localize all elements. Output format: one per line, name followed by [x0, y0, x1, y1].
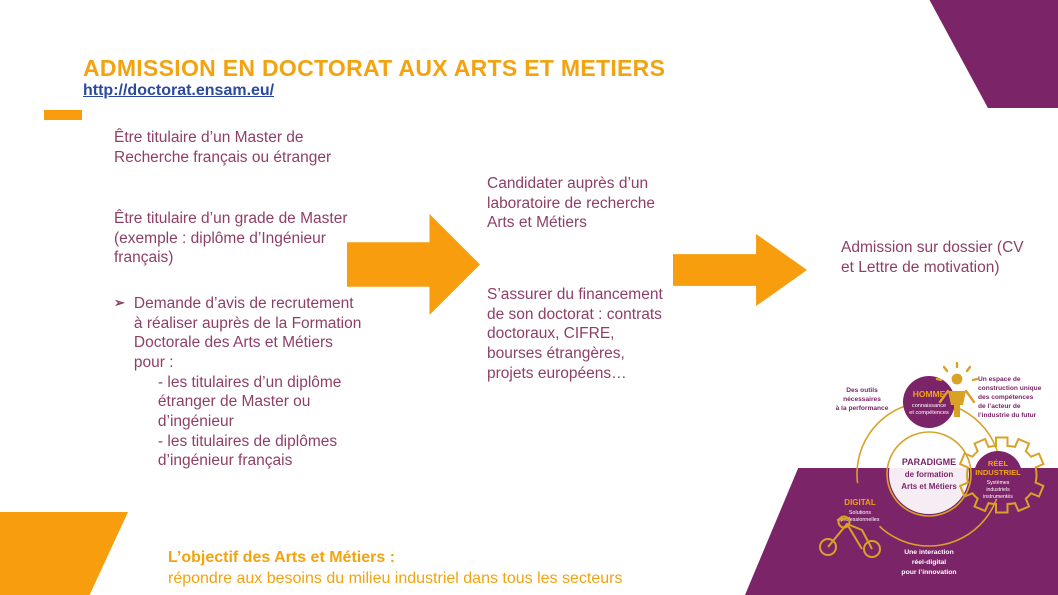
- step1-requirement-3-sub-1: - les titulaires d’un diplôme étranger de Master ou d’ingénieur: [157, 373, 342, 431]
- label-bottom-line-1: Une interaction: [904, 549, 954, 556]
- step1-requirement-3-sub-2: - les titulaires de diplômes d’ingénieur français: [157, 432, 338, 470]
- node-reel-sub-2: industriels: [986, 487, 1010, 493]
- node-homme-sub2: et compétences: [909, 410, 949, 416]
- node-homme-sub1: connaissance: [911, 403, 947, 409]
- node-homme-title: HOMME: [912, 389, 946, 399]
- step1-requirement-3-main: Demande d’avis de recrutement à réaliser auprès de la Formation Doctorale des Arts et Métiers pour :: [133, 295, 362, 372]
- objective-body: répondre aux besoins du milieu industriel dans tous les secteurs: [168, 570, 623, 587]
- arrow-bullet-icon: ➢: [114, 295, 125, 310]
- step1-requirement-3: [114, 294, 362, 471]
- doctorate-website-link[interactable]: http://doctorat.ensam.eu/: [83, 82, 275, 99]
- center-title: PARADIGME: [901, 457, 957, 467]
- paradigm-diagram: [800, 362, 1058, 595]
- step2-item-1: Candidater auprès d’un laboratoire de recherche Arts et Métiers: [487, 175, 656, 232]
- node-reel-sub-1: Systèmes: [986, 480, 1010, 486]
- node-digital-sub2: professionnelles: [840, 517, 880, 523]
- label-right-line-2: construction unique: [978, 385, 1042, 392]
- objective-heading: L’objectif des Arts et Métiers :: [168, 549, 396, 566]
- flow-arrow-2-icon: [673, 234, 807, 306]
- step1-requirement-3-body: [134, 294, 362, 471]
- label-bottom-line-3: pour l’innovation: [901, 569, 957, 576]
- decorative-shape-bottom-left: [0, 512, 128, 595]
- step2-item-2: S’assurer du financement de son doctorat : contrats doctoraux, CIFRE, bourses étrangères, projets européens…: [487, 286, 663, 382]
- label-left-line-3: à la performance: [835, 405, 889, 412]
- label-left-line-2: nécessaires: [843, 396, 881, 403]
- label-left-line-1: Des outils: [846, 387, 878, 394]
- label-right-line-5: l’industrie du futur: [978, 412, 1037, 419]
- step1-requirement-1: Être titulaire d’un Master de Recherche français ou étranger: [114, 129, 332, 166]
- step1-requirement-2: Être titulaire d’un grade de Master (exemple : diplôme d’Ingénieur français): [114, 210, 348, 267]
- node-homme-circle: [903, 376, 955, 428]
- label-right-line-3: des compétences: [978, 394, 1034, 401]
- flow-arrow-1-icon: [347, 214, 480, 315]
- label-bottom-line-2: réel-digital: [911, 559, 947, 566]
- node-reel-sub-3: instrumentés: [983, 494, 1013, 500]
- node-reel-title-2: INDUSTRIEL: [975, 468, 1021, 477]
- node-reel-title-1: RÉEL: [987, 459, 1009, 468]
- label-right-line-4: de l’acteur de: [978, 403, 1021, 410]
- node-digital-sub1: Solutions: [848, 510, 872, 516]
- step3-item-1: Admission sur dossier (CV et Lettre de motivation): [841, 239, 1024, 276]
- node-digital-title: DIGITAL: [844, 498, 876, 507]
- title-underline-dash: [44, 110, 82, 120]
- center-line-2: de formation: [904, 470, 954, 479]
- page-title: ADMISSION EN DOCTORAT AUX ARTS ET METIERS: [83, 55, 666, 81]
- label-right-line-1: Un espace de: [978, 376, 1021, 383]
- center-line-3: Arts et Métiers: [901, 482, 957, 491]
- decorative-shape-top-right: [912, 0, 1058, 108]
